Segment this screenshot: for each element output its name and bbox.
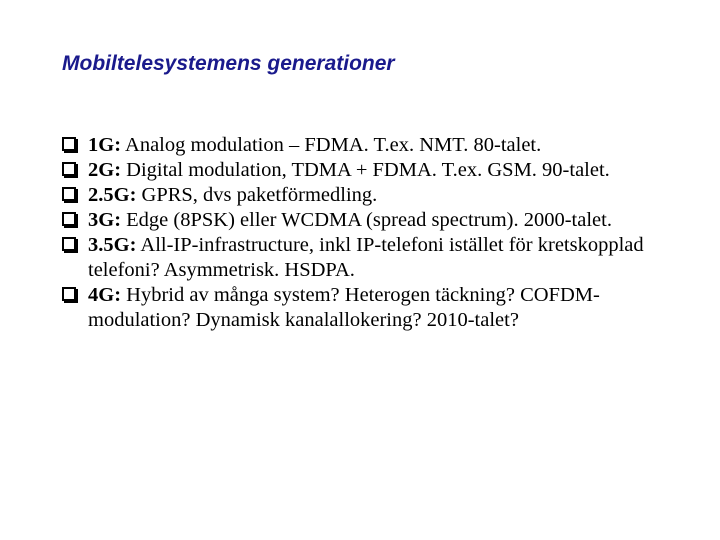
checkbox-square-icon bbox=[62, 212, 76, 226]
generation-description: Digital modulation, TDMA + FDMA. T.ex. GSM. 90-talet. bbox=[121, 159, 610, 181]
generation-label: 3G bbox=[88, 209, 115, 231]
generation-separator: : bbox=[114, 209, 122, 231]
checkbox-square-icon bbox=[62, 237, 76, 251]
generation-description: Edge (8PSK) eller WCDMA (spread spectrum). 2000-talet. bbox=[121, 209, 612, 231]
generation-separator: : bbox=[114, 159, 122, 181]
generation-separator: : bbox=[129, 234, 137, 256]
checkbox-square-icon bbox=[62, 187, 76, 201]
bullet-item-3g bbox=[62, 208, 662, 233]
generation-separator: : bbox=[114, 134, 122, 156]
generation-description: Analog modulation – FDMA. T.ex. NMT. 80-talet. bbox=[121, 134, 542, 156]
generation-description: All-IP-infrastructure, inkl IP-telefoni istället för kretskopplad telefoni? Asymmetrisk. HSDPA. bbox=[88, 234, 644, 281]
bullet-item-1g bbox=[62, 133, 662, 158]
bullet-item-2-5g bbox=[62, 183, 662, 208]
bullet-item-2g bbox=[62, 158, 662, 183]
generation-description: GPRS, dvs paketförmedling. bbox=[136, 184, 378, 206]
slide-title: Mobiltelesystemens generationer bbox=[62, 52, 395, 75]
generation-label: 2G bbox=[88, 159, 115, 181]
generation-label: 1G bbox=[88, 134, 115, 156]
generation-label: 2.5G bbox=[88, 184, 130, 206]
generation-label: 4G bbox=[88, 284, 115, 306]
generation-description: Hybrid av många system? Heterogen täckning? COFDM-modulation? Dynamisk kanalallokering? 2010-talet? bbox=[88, 284, 600, 331]
bullet-item-3-5g bbox=[62, 233, 662, 283]
checkbox-square-icon bbox=[62, 162, 76, 176]
checkbox-square-icon bbox=[62, 287, 76, 301]
generation-separator: : bbox=[129, 184, 137, 206]
checkbox-square-icon bbox=[62, 137, 76, 151]
generation-separator: : bbox=[114, 284, 122, 306]
generation-label: 3.5G bbox=[88, 234, 130, 256]
bullet-list bbox=[62, 133, 662, 333]
bullet-item-4g bbox=[62, 283, 662, 333]
